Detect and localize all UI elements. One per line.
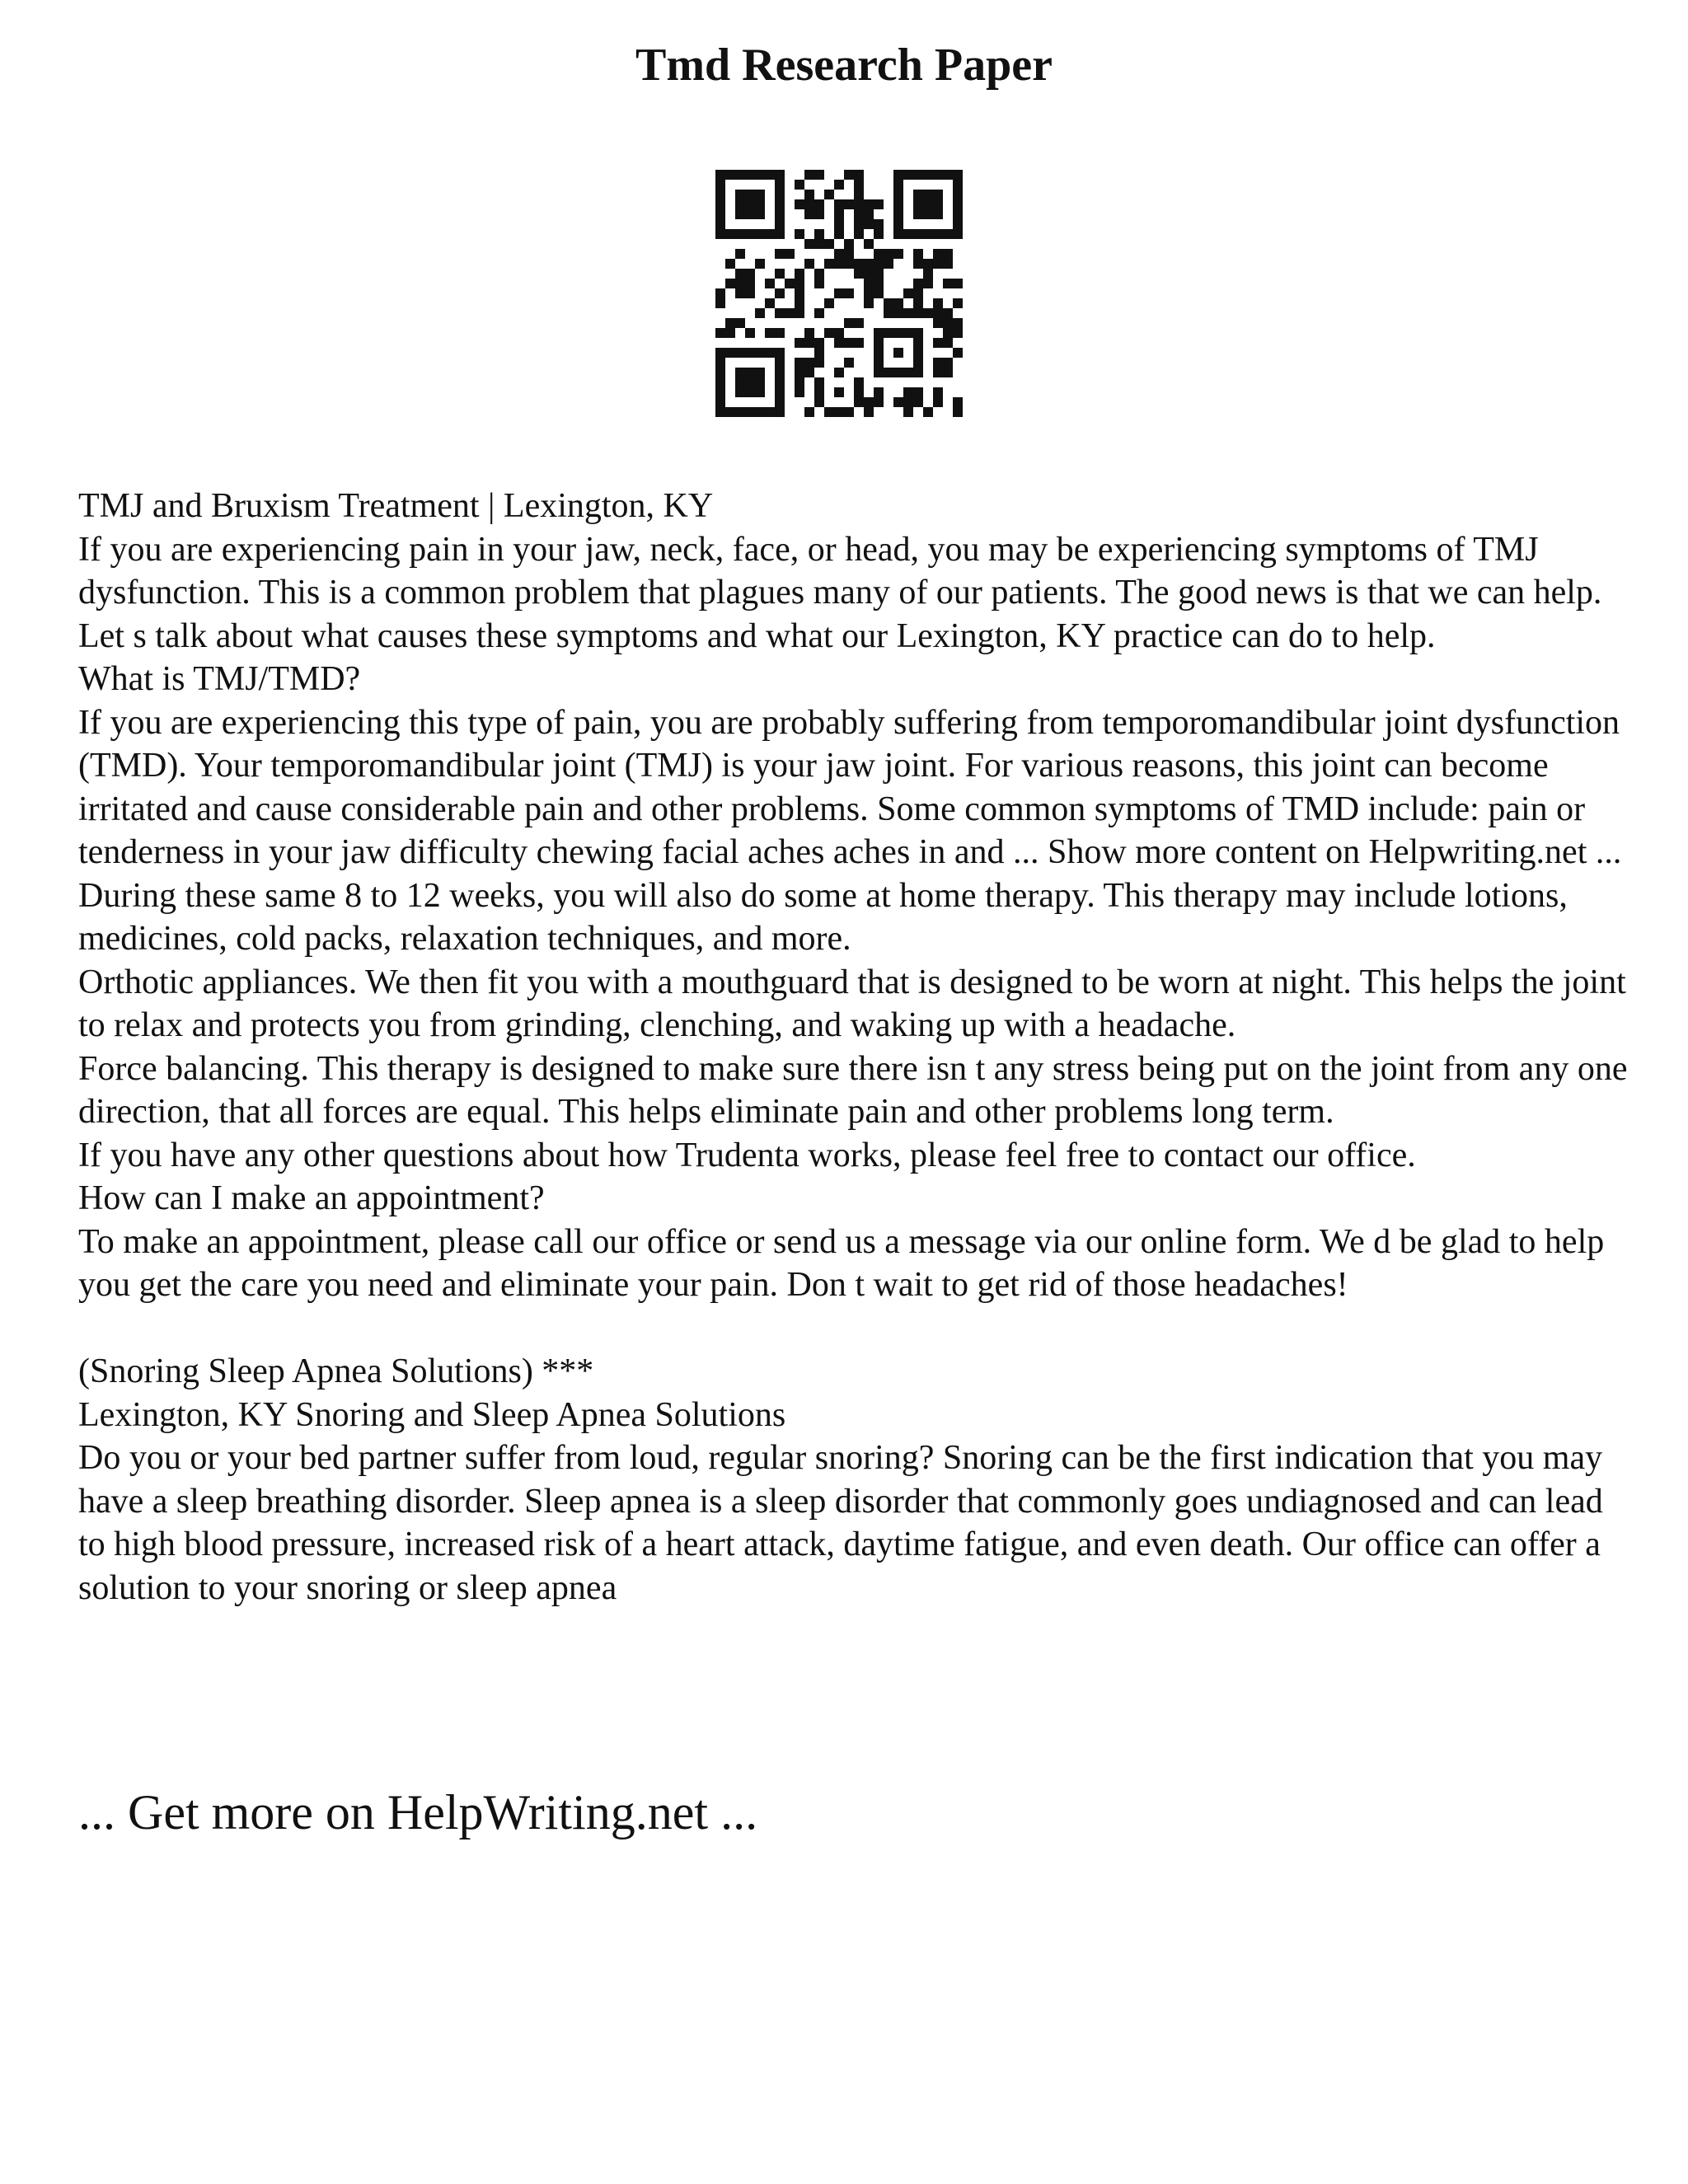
paragraph: If you are experiencing this type of pain, you are probably suffering from temporomandibular joint dysfunction (TMD). Your temporomandibular joint (TMJ) is your jaw joint. For various reasons, this joint can become irritated and cause considerable pain and other problems. Some common symptoms of TMD include: pain or tenderness in your jaw difficulty chewing facial aches aches in and ... Show more content on Helpwriting.net ... [78,703,1622,871]
section-heading-what-is-tmd: What is TMJ/TMD? [78,660,361,698]
get-more-link[interactable]: ... Get more on HelpWriting.net ... [78,1785,758,1840]
paragraph-gap [78,1307,1628,1351]
paragraph: If you have any other questions about how Trudenta works, please feel free to contact our office. [78,1136,1416,1174]
paragraph: Force balancing. This therapy is designed to make sure there isn t any stress being put on the joint from any one direction, that all forces are equal. This helps eliminate pain and other problems long term. [78,1049,1628,1131]
section-heading-tmj-bruxism: TMJ and Bruxism Treatment | Lexington, KY [78,487,714,525]
paragraph: Orthotic appliances. We then fit you with a mouthguard that is designed to be worn at night. This helps the joint to relax and protects you from grinding, clenching, and waking up with a headache. [78,963,1626,1044]
section-heading-snoring: (Snoring Sleep Apnea Solutions) *** [78,1352,594,1390]
paragraph: During these same 8 to 12 weeks, you will also do some at home therapy. This therapy may include lotions, medicines, cold packs, relaxation techniques, and more. [78,876,1568,958]
section-heading-sleep-apnea: Lexington, KY Snoring and Sleep Apnea Solutions [78,1395,786,1434]
paragraph: Do you or your bed partner suffer from loud, regular snoring? Snoring can be the first indication that you may have a sleep breathing disorder. Sleep apnea is a sleep disorder that commonly goes undiagnosed and can lead to high blood pressure, increased risk of a heart attack, daytime fatigue, and even death. Our office can offer a solution to your snoring or sleep apnea [78,1439,1603,1607]
document-title: Tmd Research Paper [635,40,1053,91]
qr-code-icon [715,170,963,417]
section-heading-appointment: How can I make an appointment? [78,1179,545,1217]
paragraph: If you are experiencing pain in your jaw, neck, face, or head, you may be experiencing symptoms of TMJ dysfunction. This is a common problem that plagues many of our patients. The good news is that we can help. Let s talk about what causes these symptoms and what our Lexington, KY practice can do to help. [78,530,1602,655]
document-body [78,485,1628,1610]
paragraph: To make an appointment, please call our office or send us a message via our online form. We d be glad to help you get the care you need and eliminate your pain. Don t wait to get rid of those headaches! [78,1222,1605,1304]
